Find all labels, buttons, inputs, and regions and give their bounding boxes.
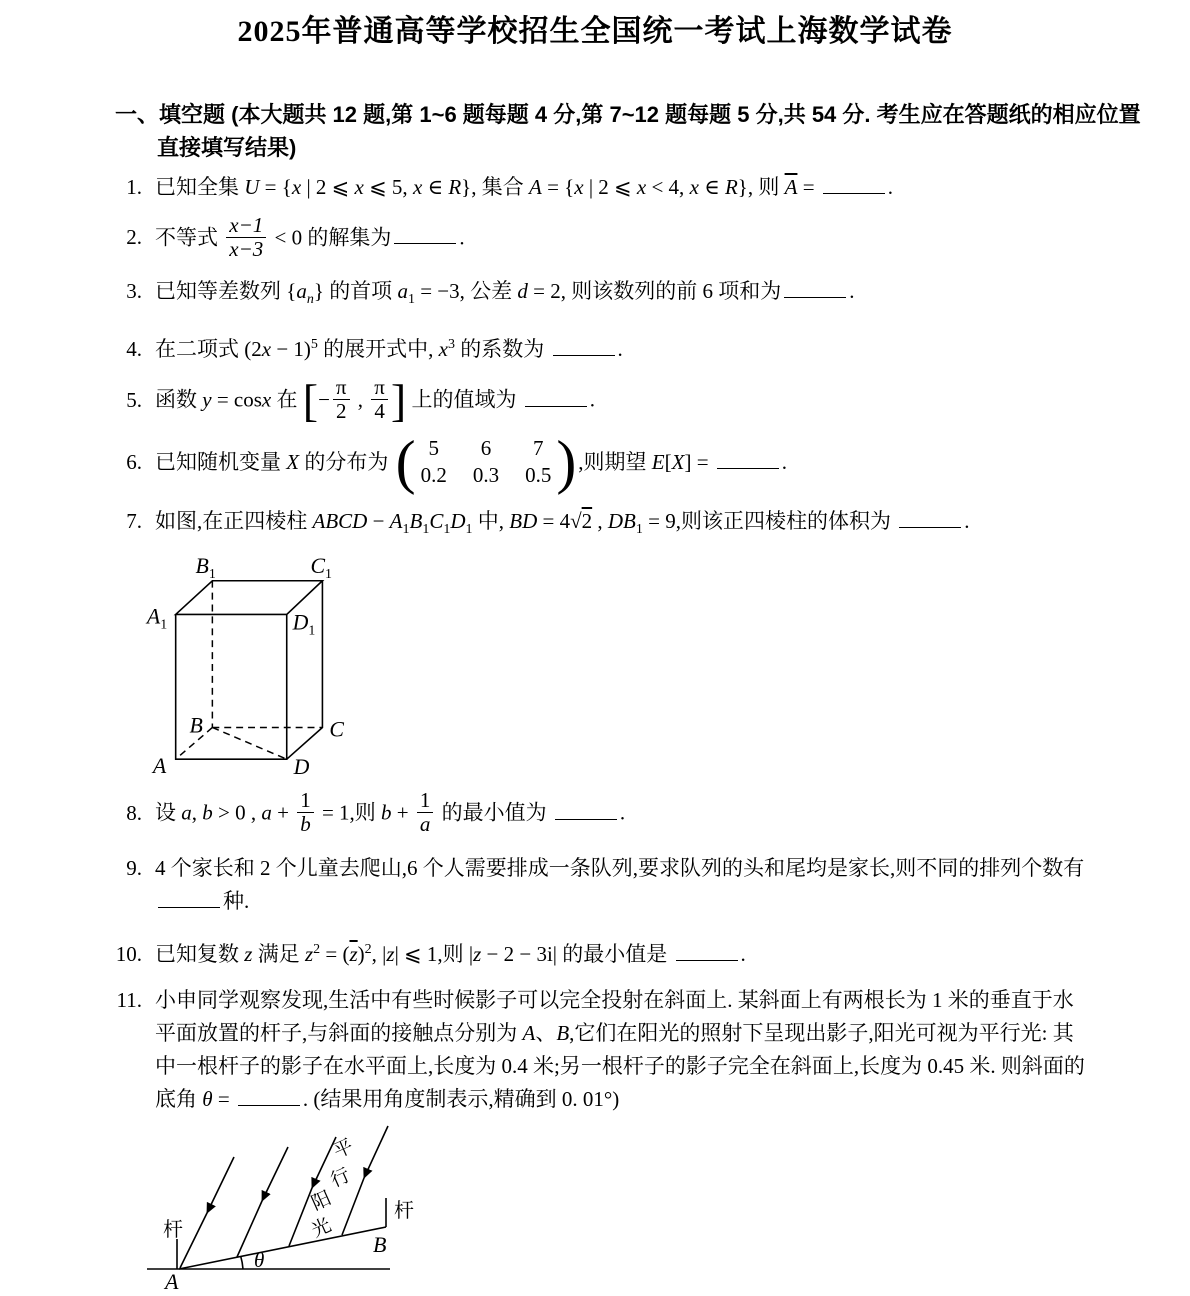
prism-figure-wrap [140, 550, 1190, 783]
answer-blank [899, 525, 961, 528]
text-run: 上的值域为 [406, 387, 522, 412]
superscript: 2 [313, 942, 321, 958]
math-variable: a [261, 800, 272, 825]
math-run: { [286, 279, 297, 303]
math-run: < 0 [269, 225, 308, 250]
vertex-label-A1: $A_1$ [146, 604, 168, 633]
incline-ground-and-slope [147, 1198, 390, 1269]
math-run: . [589, 387, 595, 412]
math-run: [ [664, 450, 672, 474]
text-run: ,它们在阳光的照射下呈现出影子,阳光可视为平行光: 其中一根杆子的影子在水平面上,长度为 0.4 米;另一根杆子的影子完全在斜面上,长度为 0.45 米. 则斜面的底角 [155, 1021, 1085, 1112]
fraction-denominator: 4 [374, 399, 385, 424]
math-variable: a [181, 800, 192, 825]
answer-blank [158, 905, 220, 908]
math-run: | [468, 942, 474, 967]
math-variable: x [689, 175, 699, 199]
math-run: ∈ [698, 175, 725, 199]
question-row [0, 171, 1190, 204]
question-number: 11. [116, 988, 142, 1013]
subscript: 1 [422, 522, 430, 538]
vertex-label-C1: $C_1$ [310, 554, 333, 583]
sunlight-label-char2: 行 [327, 1165, 354, 1193]
math-variable: y [202, 387, 212, 412]
math-run: = { [541, 175, 575, 199]
math-run: , [191, 800, 203, 825]
point-label-A: A [165, 1269, 179, 1295]
math-run: . [459, 225, 465, 250]
text-run: 满足 [252, 942, 305, 967]
math-variable: D [450, 509, 466, 534]
math-variable: B [556, 1021, 570, 1046]
math-variable: x [636, 175, 647, 199]
answer-blank [238, 1103, 300, 1106]
math-variable: A [522, 1021, 536, 1046]
math-run: − 2 − 3i| [481, 942, 563, 967]
math-run: (2 [244, 337, 262, 362]
fraction [297, 789, 314, 836]
math-variable: x [291, 175, 302, 199]
answer-blank [823, 191, 885, 194]
math-run: }, [737, 175, 759, 199]
vertex-label-D: D [293, 755, 310, 780]
text-run: 如图,在正四棱柱 [155, 509, 313, 534]
section-heading: 一、填空题 (本大题共 12 题,第 1~6 题每题 4 分,第 7~12 题每题 5 分,共 54 分. 考生应在答题纸的相应位置直接填写结果) [115, 102, 1141, 160]
question-content [155, 429, 1090, 496]
sunlight-label-char4: 光 [308, 1215, 335, 1243]
text-run: 、 [535, 1021, 557, 1046]
math-variable: z [244, 942, 253, 967]
subscript: 1 [407, 292, 415, 308]
sunlight-label-char1: 平 [330, 1136, 357, 1164]
answer-blank [394, 241, 456, 244]
math-run: > 0 , [212, 800, 262, 825]
math-run: = 2, [527, 279, 572, 303]
math-variable: x [261, 337, 272, 362]
question-number: 4. [126, 337, 142, 362]
math-run: ⩽ 5, [363, 175, 413, 199]
question-row [0, 933, 1190, 971]
text-run: 设 [155, 800, 182, 825]
matrix-cell: 5 [428, 436, 439, 461]
text-run: 则该数列的前 6 项和为 [571, 279, 782, 303]
overline-variable: $\overline{A}$ [784, 175, 798, 199]
math-run: ] = [684, 450, 714, 474]
question-number: 7. [126, 509, 142, 534]
math-run: , [352, 387, 369, 412]
text-run: 的最小值是 [562, 942, 673, 967]
math-variable: C [429, 509, 444, 534]
vertex-label-B1: $B_1$ [195, 554, 216, 583]
text-run: 的最小值为 [436, 800, 552, 825]
question-content [155, 275, 1090, 316]
distribution-matrix [395, 429, 577, 496]
math-variable: b [202, 800, 213, 825]
answer-blank [784, 295, 846, 298]
math-run: . [617, 337, 623, 362]
question-content [155, 852, 1090, 918]
question-content [155, 505, 1090, 546]
math-variable: x [354, 175, 364, 199]
text-run: 则 [354, 800, 382, 825]
math-variable: X [671, 450, 685, 474]
math-run: . [887, 175, 894, 199]
math-run: − [318, 387, 330, 412]
fraction-numerator: π [333, 376, 350, 400]
question-number: 8. [126, 800, 142, 825]
math-variable: X [286, 450, 300, 474]
superscript: 5 [310, 337, 318, 353]
fraction [333, 376, 350, 423]
questions-1-7 [0, 171, 1190, 546]
exam-title: 2025年普通高等学校招生全国统一考试上海数学试卷 [237, 15, 953, 48]
question-row [0, 505, 1190, 546]
angle-label-theta: θ [254, 1248, 265, 1273]
math-variable: z [304, 942, 314, 967]
math-run: − [367, 509, 390, 534]
math-variable: U [244, 175, 260, 199]
text-run: 则 [758, 175, 785, 199]
sqrt-expression [570, 509, 592, 533]
math-run: | 2 ⩽ [301, 175, 355, 199]
matrix-cell: 6 [480, 436, 492, 461]
text-run: 的系数为 [455, 337, 550, 362]
matrix-left-paren: ( [395, 429, 416, 496]
incline-figure-wrap [140, 1120, 1190, 1296]
fraction-denominator: b [300, 812, 311, 837]
text-run: 小申同学观察发现,生活中有些时候影子可以完全投射在斜面上. 某斜面上有两根长为 1 米的垂直于水平面放置的杆子,与斜面的接触点分别为 [155, 988, 1074, 1046]
math-run: , | [371, 942, 387, 967]
answer-blank [553, 353, 615, 356]
math-variable: x [438, 337, 448, 362]
text-run: . (结果用角度制表示,精确到 0. 01°) [302, 1087, 620, 1112]
text-run: 的首项 [329, 279, 398, 303]
vertex-label-D1: $D_1$ [292, 610, 316, 639]
math-run: + [271, 800, 295, 825]
radical-sign: √ [570, 509, 582, 534]
subscript: 1 [443, 522, 451, 538]
answer-blank [525, 404, 587, 407]
superscript: 2 [364, 942, 372, 958]
math-run: . [781, 450, 788, 474]
math-variable: d [517, 279, 528, 303]
question-number: 10. [115, 942, 142, 967]
superscript: 3 [448, 337, 455, 353]
text-run: 则 [442, 942, 469, 967]
text-run: 种. [223, 889, 250, 914]
question-number: 2. [126, 225, 142, 250]
math-run: . [740, 942, 746, 967]
subscript: n [306, 292, 314, 308]
math-run: , [592, 509, 608, 534]
math-run: − 1) [271, 337, 311, 362]
text-run: 中, [472, 509, 510, 534]
text-run: 的展开式中, [317, 337, 439, 362]
math-variable: x [574, 175, 584, 199]
question-row [0, 275, 1190, 316]
question-row [0, 328, 1190, 366]
math-variable: DB [607, 509, 636, 534]
vertex-label-C: C [329, 717, 344, 742]
text-run: 在二项式 [155, 337, 245, 362]
text-run: 已知复数 [155, 942, 245, 967]
questions-8-11 [0, 788, 1190, 1116]
question-number: 9. [126, 856, 142, 881]
math-run: . [964, 509, 970, 534]
matrix-cell: 7 [532, 436, 544, 461]
matrix-grid [416, 435, 557, 489]
sunlight-label-char3: 阳 [308, 1188, 335, 1216]
point-label-B: B [373, 1232, 387, 1258]
fraction-numerator: π [371, 376, 388, 400]
math-variable: a [397, 279, 408, 303]
exam-page [0, 6, 1190, 1295]
math-run: + [391, 800, 414, 825]
math-run: . [849, 279, 855, 303]
pole-left-label: 杆 [163, 1219, 183, 1242]
vertex-label-A: A [152, 754, 167, 779]
text-run: 已知全集 [155, 175, 245, 199]
math-run: } [313, 279, 330, 303]
math-run: = cos [211, 387, 262, 412]
math-run: = 1, [316, 800, 355, 825]
fraction [417, 789, 434, 836]
math-run: < 4, [646, 175, 690, 199]
matrix-cell: 0.5 [525, 463, 552, 488]
question-row [0, 213, 1190, 263]
math-variable: a [296, 279, 307, 303]
matrix-right-paren: ) [556, 429, 577, 496]
text-run: 的分布为 [299, 450, 394, 474]
math-variable: b [381, 800, 392, 825]
matrix-cell: 0.2 [420, 463, 447, 488]
text-run: 在 [271, 387, 303, 412]
matrix-cell: 0.3 [472, 463, 500, 488]
math-variable: x [261, 387, 272, 412]
text-run: 则该正四棱柱的体积为 [680, 509, 897, 534]
math-run: ) [357, 942, 365, 967]
fraction-denominator: x−3 [229, 237, 264, 261]
question-content [155, 788, 1090, 838]
math-variable: z [386, 942, 395, 967]
text-run: 4 个家长和 2 个儿童去爬山,6 个人需要排成一条队列,要求队列的头和尾均是家长,则不同的排列个数有 [155, 856, 1085, 881]
text-run: 已知随机变量 [155, 450, 287, 474]
question-content [155, 171, 1090, 204]
text-run: 公差 [470, 279, 518, 303]
question-content [155, 328, 1090, 366]
math-variable: A [528, 175, 542, 199]
incline-figure [140, 1120, 420, 1296]
math-variable: θ [202, 1087, 213, 1112]
answer-blank [555, 817, 617, 820]
question-number: 3. [126, 279, 142, 303]
question-row [0, 788, 1190, 838]
math-variable: ABCD [312, 509, 368, 534]
text-run: 函数 [155, 387, 203, 412]
fraction [226, 214, 266, 261]
math-run: . [619, 800, 626, 825]
fraction-numerator: 1 [297, 789, 314, 813]
overline-variable: $\overline{z}$ [349, 942, 358, 967]
math-run: = −3, [414, 279, 471, 303]
math-run: = [797, 175, 820, 199]
math-run: = 4 [537, 509, 571, 534]
math-variable: R [448, 175, 462, 199]
math-run: = 9, [642, 509, 681, 534]
fraction-numerator: 1 [417, 789, 434, 813]
question-number: 1. [126, 175, 142, 199]
math-variable: B [409, 509, 423, 534]
math-run: }, [461, 175, 482, 199]
math-variable: z [473, 942, 482, 967]
bracket: ] [390, 374, 407, 426]
incline-labels [163, 1135, 414, 1294]
vertex-label-B: B [189, 713, 203, 738]
question-number: 5. [126, 387, 142, 412]
fraction-numerator: x−1 [226, 214, 266, 238]
pole-right-label: 杆 [394, 1200, 414, 1223]
radicand: 2 [581, 509, 593, 534]
text-run: 已知等差数列 [155, 279, 287, 303]
math-run: ∈ [422, 175, 449, 199]
math-run: = { [259, 175, 292, 199]
fraction [371, 376, 388, 423]
math-variable: E [651, 450, 665, 474]
math-variable: A [389, 509, 403, 534]
question-content [155, 933, 1090, 971]
math-run: = ( [320, 942, 350, 967]
question-content [155, 374, 1090, 426]
prism-figure [140, 550, 370, 783]
math-variable: R [724, 175, 738, 199]
text-run: 不等式 [155, 225, 224, 250]
question-row [0, 984, 1190, 1116]
subscript: 1 [635, 522, 643, 538]
question-row [0, 852, 1190, 918]
question-row [0, 374, 1190, 426]
text-run: ,则期望 [578, 450, 652, 474]
question-row [0, 429, 1190, 496]
answer-blank [717, 466, 779, 469]
math-variable: x [412, 175, 423, 199]
fraction-denominator: 2 [335, 399, 347, 424]
text-run: 集合 [481, 175, 529, 199]
question-content [155, 984, 1090, 1116]
subscript: 1 [402, 522, 410, 538]
bracket: [ [302, 374, 319, 426]
math-variable: BD [509, 509, 538, 534]
math-run: = [212, 1087, 235, 1112]
question-number: 6. [126, 450, 142, 474]
answer-blank [676, 958, 738, 961]
question-content [155, 213, 1090, 263]
sun-rays [180, 1126, 388, 1268]
subscript: 1 [465, 522, 473, 538]
math-run: | 2 ⩽ [583, 175, 637, 199]
fraction-denominator: a [419, 812, 431, 837]
text-run: 的解集为 [307, 225, 392, 250]
math-run: | ⩽ 1, [394, 942, 443, 967]
